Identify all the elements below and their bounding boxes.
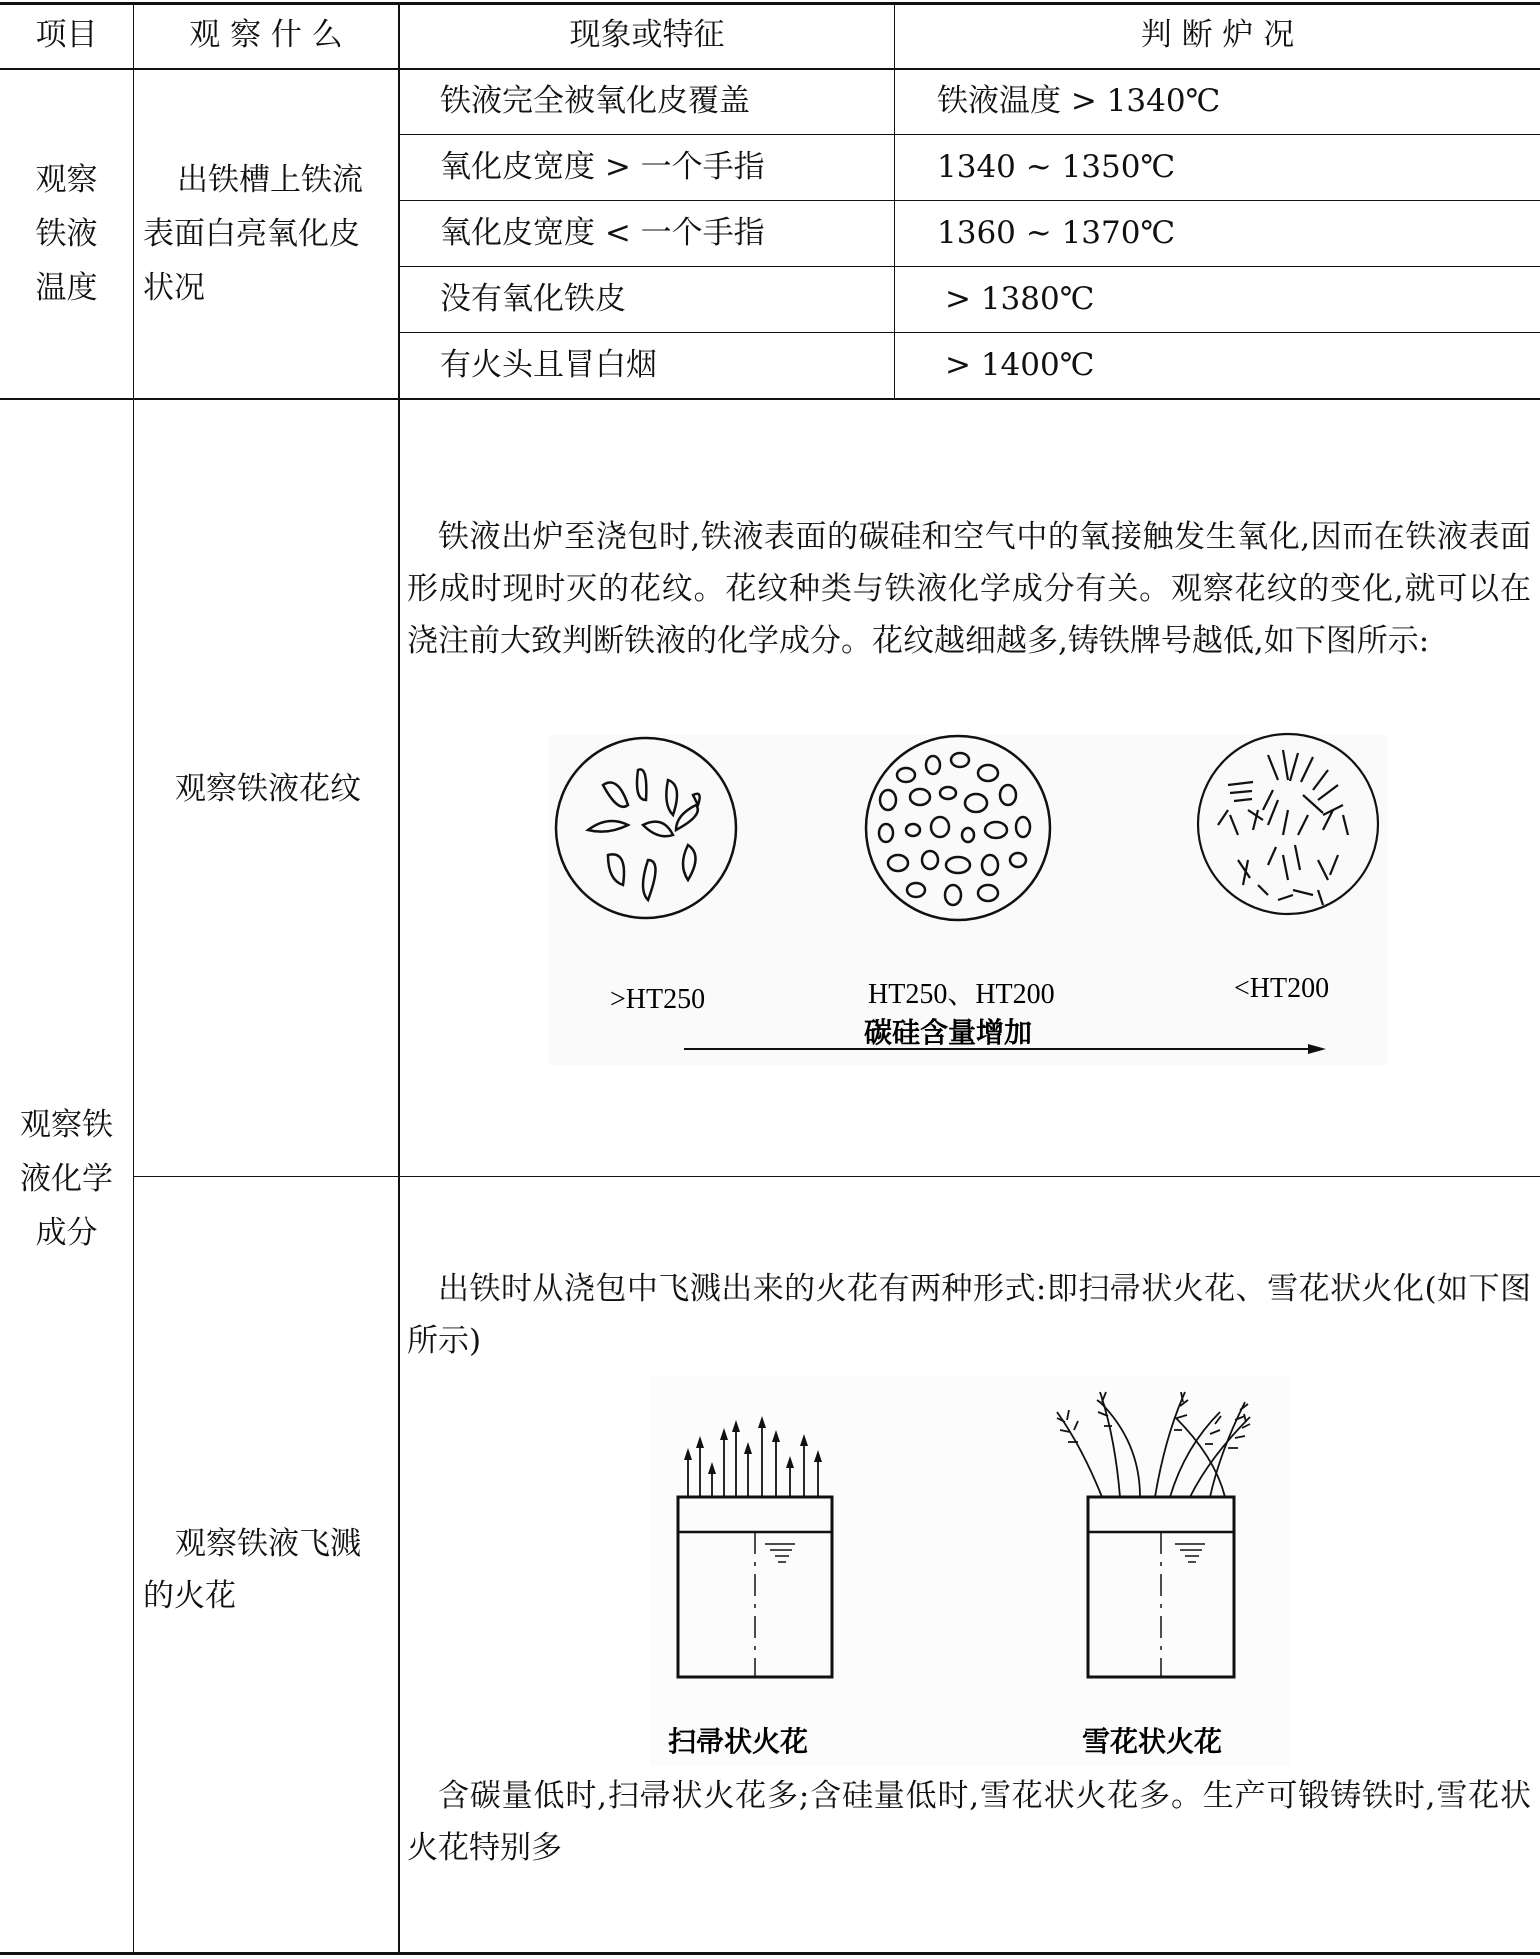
sparks-paragraph-intro: 出铁时从浇包中飞溅出来的火花有两种形式:即扫帚状火花、雪花状火化(如下图所示)	[407, 1271, 1531, 1359]
table-top-border	[0, 2, 1540, 5]
row-rule	[400, 332, 1540, 333]
pattern-paragraph: 铁液出炉至浇包时,铁液表面的碳硅和空气中的氧接触发生氧化,因而在铁液表面形成时现时灭的花纹。花纹种类与铁液化学成分有关。观察花纹的变化,就可以在浇注前大致判断铁液的化学成分。花纹越细越多,铸铁牌号越低,如下图所示:	[407, 519, 1531, 659]
header-what: 观 察 什 么	[189, 17, 343, 53]
phenomenon-cell: 有火头且冒白烟	[440, 347, 657, 383]
what-pattern: 观察铁液花纹	[175, 771, 361, 807]
subsection-rule	[133, 1176, 1540, 1177]
col-rule	[133, 2, 134, 1954]
what-temperature-line: 出铁槽上铁流	[177, 162, 363, 198]
header-phenomenon: 现象或特征	[569, 17, 725, 53]
pattern-label-fine: <HT200	[1234, 973, 1330, 1004]
item-composition-line: 观察铁	[20, 1107, 113, 1143]
judgment-cell: 1360 ~ 1370℃	[937, 215, 1176, 251]
spark-figure	[650, 1376, 1290, 1766]
header-judgment: 判 断 炉 况	[1140, 17, 1295, 53]
judgment-cell: 铁液温度 > 1340℃	[937, 83, 1221, 119]
header-item: 项目	[35, 17, 98, 53]
what-temperature-line: 状况	[143, 270, 205, 306]
col-rule	[894, 2, 895, 400]
what-sparks-line: 的火花	[143, 1578, 236, 1614]
phenomenon-cell: 没有氧化铁皮	[440, 281, 626, 317]
section-rule	[0, 398, 1540, 400]
item-temperature-line: 观察	[35, 162, 98, 198]
what-temperature-line: 表面白亮氧化皮	[143, 216, 360, 252]
item-composition-line: 液化学	[20, 1161, 113, 1197]
pattern-label-medium: HT250、HT200	[868, 979, 1055, 1010]
judgment-cell: > 1400℃	[945, 347, 1095, 383]
spark-label-snowflake: 雪花状火花	[1082, 1725, 1223, 1758]
sparks-paragraph-conclusion: 含碳量低时,扫帚状火花多;含硅量低时,雪花状火花多。生产可锻铸铁时,雪花状火花特别多	[407, 1778, 1531, 1866]
spark-label-broom: 扫帚状火花	[668, 1725, 809, 1758]
row-rule	[400, 134, 1540, 135]
item-temperature-line: 温度	[35, 270, 98, 306]
item-composition-line: 成分	[35, 1215, 98, 1251]
row-rule	[400, 266, 1540, 267]
phenomenon-cell: 铁液完全被氧化皮覆盖	[440, 83, 750, 119]
phenomenon-cell: 氧化皮宽度 > 一个手指	[440, 149, 765, 185]
judgment-cell: 1340 ~ 1350℃	[937, 149, 1176, 185]
arrow-label: 碳硅含量增加	[864, 1016, 1033, 1049]
melt-pattern-figure	[548, 735, 1388, 1065]
header-bottom-rule	[0, 68, 1540, 70]
phenomenon-cell: 氧化皮宽度 < 一个手指	[440, 215, 765, 251]
pattern-label-coarse: >HT250	[610, 984, 706, 1015]
judgment-cell: > 1380℃	[945, 281, 1095, 317]
row-rule	[400, 200, 1540, 201]
col-rule	[398, 2, 400, 1954]
table-bottom-border	[0, 1952, 1540, 1955]
what-sparks-line: 观察铁液飞溅	[175, 1526, 361, 1562]
item-temperature-line: 铁液	[35, 216, 98, 252]
